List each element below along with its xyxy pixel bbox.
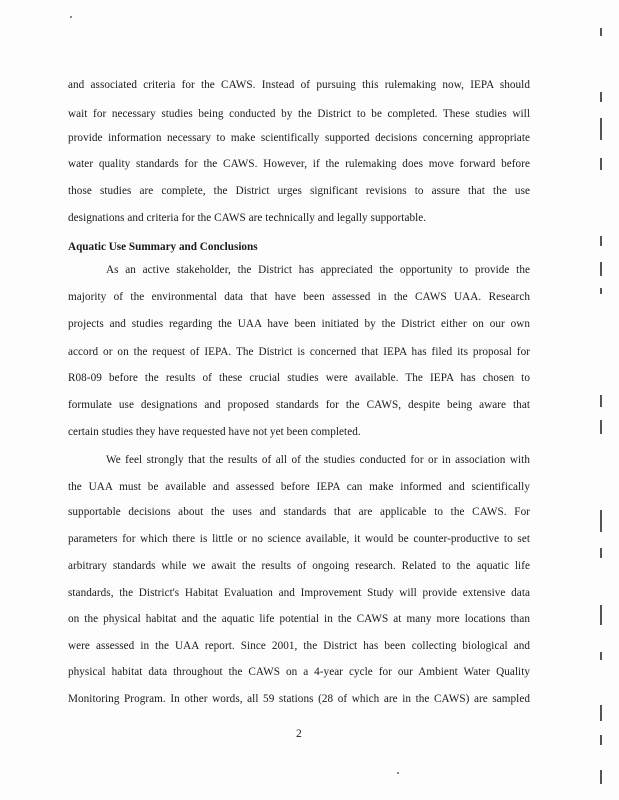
paragraph-3-line-9: physical habitat data throughout the CAWS on a 4-year cycle for our Ambient Water Quality xyxy=(68,666,530,678)
paragraph-3-line-2: the UAA must be available and assessed before IEPA can make informed and scientifically xyxy=(68,481,530,493)
scan-artifact-mark xyxy=(600,420,602,434)
paragraph-2-line-7: certain studies they have requested have not yet been completed. xyxy=(68,426,361,438)
paragraph-3-line-5: arbitrary standards while we await the results of ongoing research. Related to the aquatic life xyxy=(68,560,530,572)
paragraph-3-line-1: We feel strongly that the results of all of the studies conducted for or in association with xyxy=(106,454,530,466)
scan-artifact-mark xyxy=(600,158,602,170)
scan-artifact-mark xyxy=(600,118,602,140)
scan-artifact-mark xyxy=(600,236,602,246)
paragraph-3-line-3: supportable decisions about the uses and standards that are applicable to the CAWS. For xyxy=(68,506,530,518)
paragraph-2-line-1: As an active stakeholder, the District has appreciated the opportunity to provide the xyxy=(106,264,530,276)
scan-artifact-mark xyxy=(600,92,602,102)
scan-artifact-mark xyxy=(600,548,602,558)
paragraph-2-line-6: formulate use designations and proposed standards for the CAWS, despite being aware that xyxy=(68,399,530,411)
paragraph-2-line-3: projects and studies regarding the UAA have been initiated by the District either on our own xyxy=(68,318,530,330)
paragraph-3-line-10: Monitoring Program. In other words, all 59 stations (28 of which are in the CAWS) are sampled xyxy=(68,693,530,705)
paragraph-2-line-4: accord or on the request of IEPA. The District is concerned that IEPA has filed its proposal for xyxy=(68,346,530,358)
scan-artifact-mark xyxy=(600,735,602,745)
scan-artifact-mark xyxy=(600,395,602,407)
section-heading: Aquatic Use Summary and Conclusions xyxy=(68,241,258,253)
scan-artifact-mark xyxy=(600,288,602,294)
paragraph-3-line-7: on the physical habitat and the aquatic life potential in the CAWS at many more locations than xyxy=(68,613,530,625)
scan-artifact-mark xyxy=(600,262,602,276)
scan-artifact-mark xyxy=(600,652,602,660)
scan-artifact-mark xyxy=(600,510,602,532)
page-number: 2 xyxy=(296,728,302,740)
paragraph-1-line-1: and associated criteria for the CAWS. Instead of pursuing this rulemaking now, IEPA should xyxy=(68,79,530,91)
paragraph-1-line-2: wait for necessary studies being conducted by the District to be completed. These studies will xyxy=(68,108,530,120)
scan-artifact-mark xyxy=(600,770,602,784)
paragraph-3-line-4: parameters for which there is little or no science available, it would be counter-productive to set xyxy=(68,533,530,545)
paragraph-1-line-6: designations and criteria for the CAWS are technically and legally supportable. xyxy=(68,212,427,224)
paragraph-2-line-5: R08-09 before the results of these crucial studies were available. The IEPA has chosen to xyxy=(68,372,530,384)
paragraph-3-line-8: were assessed in the UAA report. Since 2001, the District has been collecting biological and xyxy=(68,640,530,652)
paragraph-2-line-2: majority of the environmental data that have been assessed in the CAWS UAA. Research xyxy=(68,291,530,303)
scan-artifact-mark xyxy=(600,605,602,625)
paragraph-1-line-4: water quality standards for the CAWS. However, if the rulemaking does move forward before xyxy=(68,158,530,170)
scan-speck xyxy=(70,16,72,18)
scan-artifact-mark xyxy=(600,705,602,721)
scan-speck xyxy=(397,772,399,774)
paragraph-1-line-5: those studies are complete, the District urges significant revisions to assure that the use xyxy=(68,185,530,197)
paragraph-3-line-6: standards, the District's Habitat Evaluation and Improvement Study will provide extensive data xyxy=(68,587,530,599)
scan-artifact-mark xyxy=(600,28,602,36)
paragraph-1-line-3: provide information necessary to make scientifically supported decisions concerning appropriate xyxy=(68,132,530,144)
